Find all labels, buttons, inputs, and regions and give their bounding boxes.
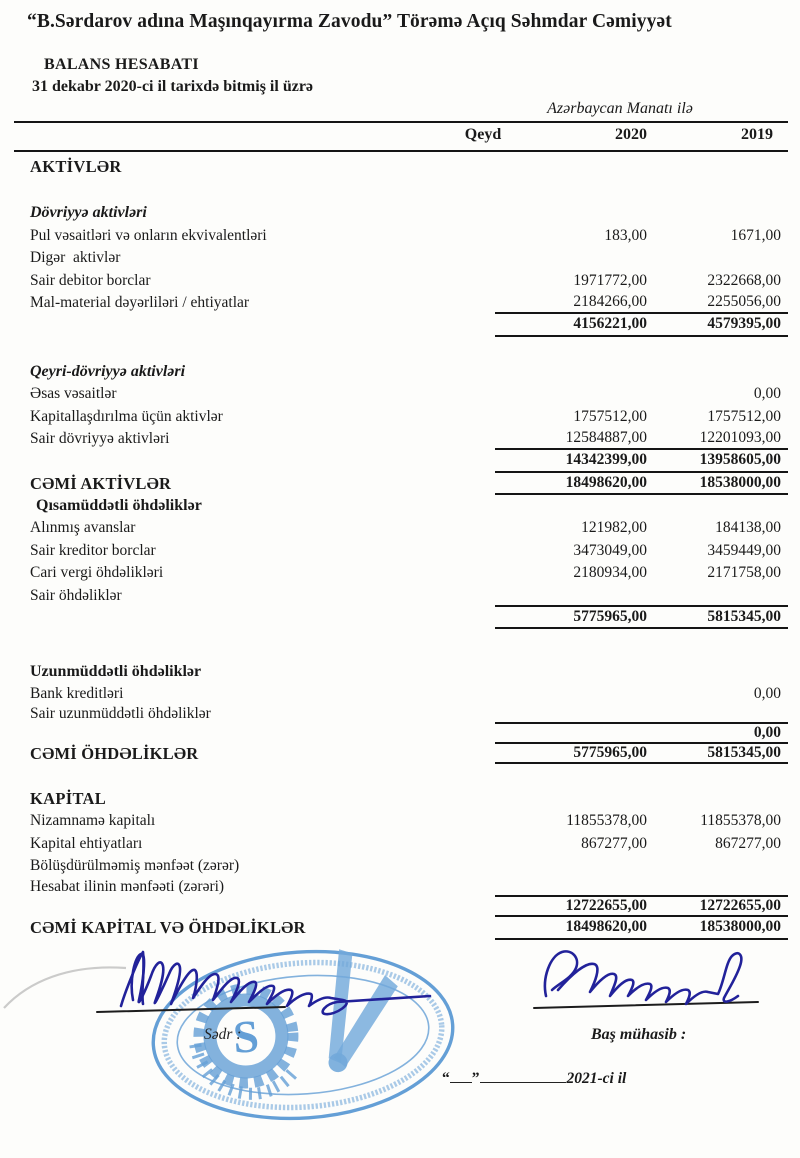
value-2020: 121982,00 [581,519,647,537]
value-2019: 0,00 [753,684,781,702]
row-label: Bölüşdürülməmiş mənfəət (zərər) [30,856,240,874]
row-label: Dövriyyə aktivləri [30,204,147,222]
row-label: KAPİTAL [30,788,107,808]
row-label: CƏMİ KAPİTAL VƏ ÖHDƏLİKLƏR [30,918,306,938]
row-values [495,833,788,855]
date-close-quote: ” [471,1070,480,1087]
table-row [0,473,800,495]
value-2020: 11855378,00 [566,812,647,830]
row-values [495,202,788,224]
table-row [0,540,800,562]
row-values [495,428,788,450]
table-row [0,361,800,383]
table-row [0,225,800,247]
table-row [0,450,800,472]
value-2020: 2184266,00 [573,292,647,310]
header-rule-bottom [14,150,788,152]
value-2020: 18498620,00 [565,918,647,936]
row-label: Pul vəsaitləri və onların ekvivalentləri [30,226,267,244]
table-row [0,517,800,539]
row-label: Qısamüddətli öhdəliklər [36,497,202,515]
currency-note: Azərbaycan Manatı ilə [547,100,693,117]
value-2019: 1757512,00 [707,407,781,425]
row-values [495,225,788,247]
svg-text:S: S [231,1010,261,1063]
row-values [495,247,788,269]
row-values [495,156,788,178]
value-2020: 12722655,00 [565,897,647,915]
row-label: Alınmış avanslar [30,519,136,537]
company-title: “B.Sərdarov adına Maşınqayırma Zavodu” Törəmə Açıq Səhmdar Cəmiyyət [27,11,672,32]
row-label: Sair kreditor borclar [30,541,156,559]
table-row [0,661,800,683]
row-label: AKTİVLƏR [30,157,122,176]
value-2019: 184138,00 [715,519,781,537]
table-row [0,383,800,405]
row-values [495,855,788,877]
value-2019: 0,00 [753,723,781,741]
column-header-2020: 2020 [615,126,647,143]
accountant-signature-icon [528,938,773,1016]
chairman-signature-icon [85,942,565,1022]
value-2020: 183,00 [604,226,647,244]
row-values [495,917,788,939]
table-row [0,428,800,450]
row-values [495,270,788,292]
row-values [495,383,788,405]
row-label: Uzunmüddətli öhdəliklər [30,663,202,681]
row-values [495,517,788,539]
value-2019: 2255056,00 [707,292,781,310]
table-row [0,810,800,832]
table-row [0,247,800,269]
row-label: Digər aktivlər [30,249,121,267]
row-label: Sair uzunmüddətli öhdəliklər [30,704,211,722]
value-2020: 5775965,00 [573,608,647,626]
value-2019: 18538000,00 [699,473,781,491]
table-row [0,724,800,744]
value-2019: 2171758,00 [707,564,781,582]
table-row [0,292,800,314]
value-2019: 13958605,00 [699,451,781,469]
row-values [495,562,788,584]
row-values [495,450,788,472]
value-2019: 0,00 [753,385,781,403]
row-values [495,724,788,744]
row-values [495,661,788,683]
value-2020: 12584887,00 [565,428,647,446]
row-label: Sair öhdəliklər [30,586,122,604]
row-label: Qeyri-dövriyyə aktivləri [30,362,186,380]
value-2019: 3459449,00 [707,541,781,559]
value-2020: 1971772,00 [573,271,647,289]
report-period: 31 dekabr 2020-ci il tarixdə bitmiş il üzrə [32,78,314,95]
row-values [495,788,788,810]
value-2020: 5775965,00 [573,743,647,761]
value-2019: 12722655,00 [699,897,781,915]
value-2020: 14342399,00 [565,451,647,469]
date-month-blank [480,1068,566,1083]
column-header-2019: 2019 [741,126,773,143]
table-row [0,917,800,939]
table-row [0,877,800,897]
row-label: Sair dövriyyə aktivləri [30,429,170,447]
table-row [0,406,800,428]
row-values [495,585,788,607]
row-values [495,292,788,314]
table-row [0,704,800,724]
table-row [0,156,800,178]
table-row [0,833,800,855]
row-label: CƏMİ ÖHDƏLİKLƏR [30,743,199,763]
value-2019: 12201093,00 [699,428,781,446]
row-label: Cari vergi öhdəlikləri [30,564,164,582]
row-values [495,897,788,917]
table-row [0,495,800,517]
column-header-note: Qeyd [464,126,502,143]
date-open-quote: “ [442,1070,450,1087]
value-2020: 867277,00 [581,834,647,852]
row-values [495,744,788,764]
row-values [495,473,788,495]
chairman-label: Sədr : [204,1026,242,1043]
table-row [0,855,800,877]
row-label: CƏMİ AKTİVLƏR [30,473,172,493]
table-row [0,202,800,224]
table-row [0,744,800,764]
value-2020: 3473049,00 [573,541,647,559]
header-rule-top [14,121,788,123]
date-year: 2021-ci il [566,1070,627,1087]
row-label: Kapital ehtiyatları [30,834,143,852]
row-values [495,810,788,832]
row-values [495,495,788,517]
value-2020: 18498620,00 [565,473,647,491]
chief-accountant-label: Baş mühasib : [591,1026,687,1043]
value-2019: 5815345,00 [707,608,781,626]
value-2019: 18538000,00 [699,918,781,936]
row-label: Əsas vəsaitlər [30,385,117,403]
table-row [0,607,800,629]
row-label: Hesabat ilinin mənfəəti (zərəri) [30,878,225,896]
row-values [495,684,788,704]
row-values [495,314,788,336]
row-label: Mal-material dəyərliləri / ehtiyatlar [30,293,250,311]
row-values [495,607,788,629]
row-values [495,704,788,724]
row-label: Kapitallaşdırılma üçün aktivlər [30,407,223,425]
value-2019: 2322668,00 [707,271,781,289]
row-label: Bank kreditləri [30,684,124,702]
value-2020: 1757512,00 [573,407,647,425]
row-values [495,361,788,383]
table-row [0,314,800,336]
value-2019: 11855378,00 [700,812,781,830]
document-header [0,0,800,153]
report-title: BALANS HESABATI [44,56,199,73]
row-values [495,540,788,562]
value-2020: 2180934,00 [573,564,647,582]
value-2019: 867277,00 [715,834,781,852]
table-row [0,684,800,704]
row-label: Sair debitor borclar [30,271,151,289]
value-2019: 1671,00 [730,226,781,244]
table-row [0,562,800,584]
table-row [0,788,800,810]
balance-table [0,153,800,940]
table-row [0,270,800,292]
value-2020: 4156221,00 [573,315,647,333]
row-values [495,406,788,428]
date-day-blank [450,1068,472,1083]
date-line [442,1068,626,1088]
table-row [0,585,800,607]
table-row [0,897,800,917]
row-values [495,877,788,897]
value-2019: 5815345,00 [707,743,781,761]
value-2019: 4579395,00 [707,315,781,333]
row-label: Nizamnamə kapitalı [30,812,156,830]
